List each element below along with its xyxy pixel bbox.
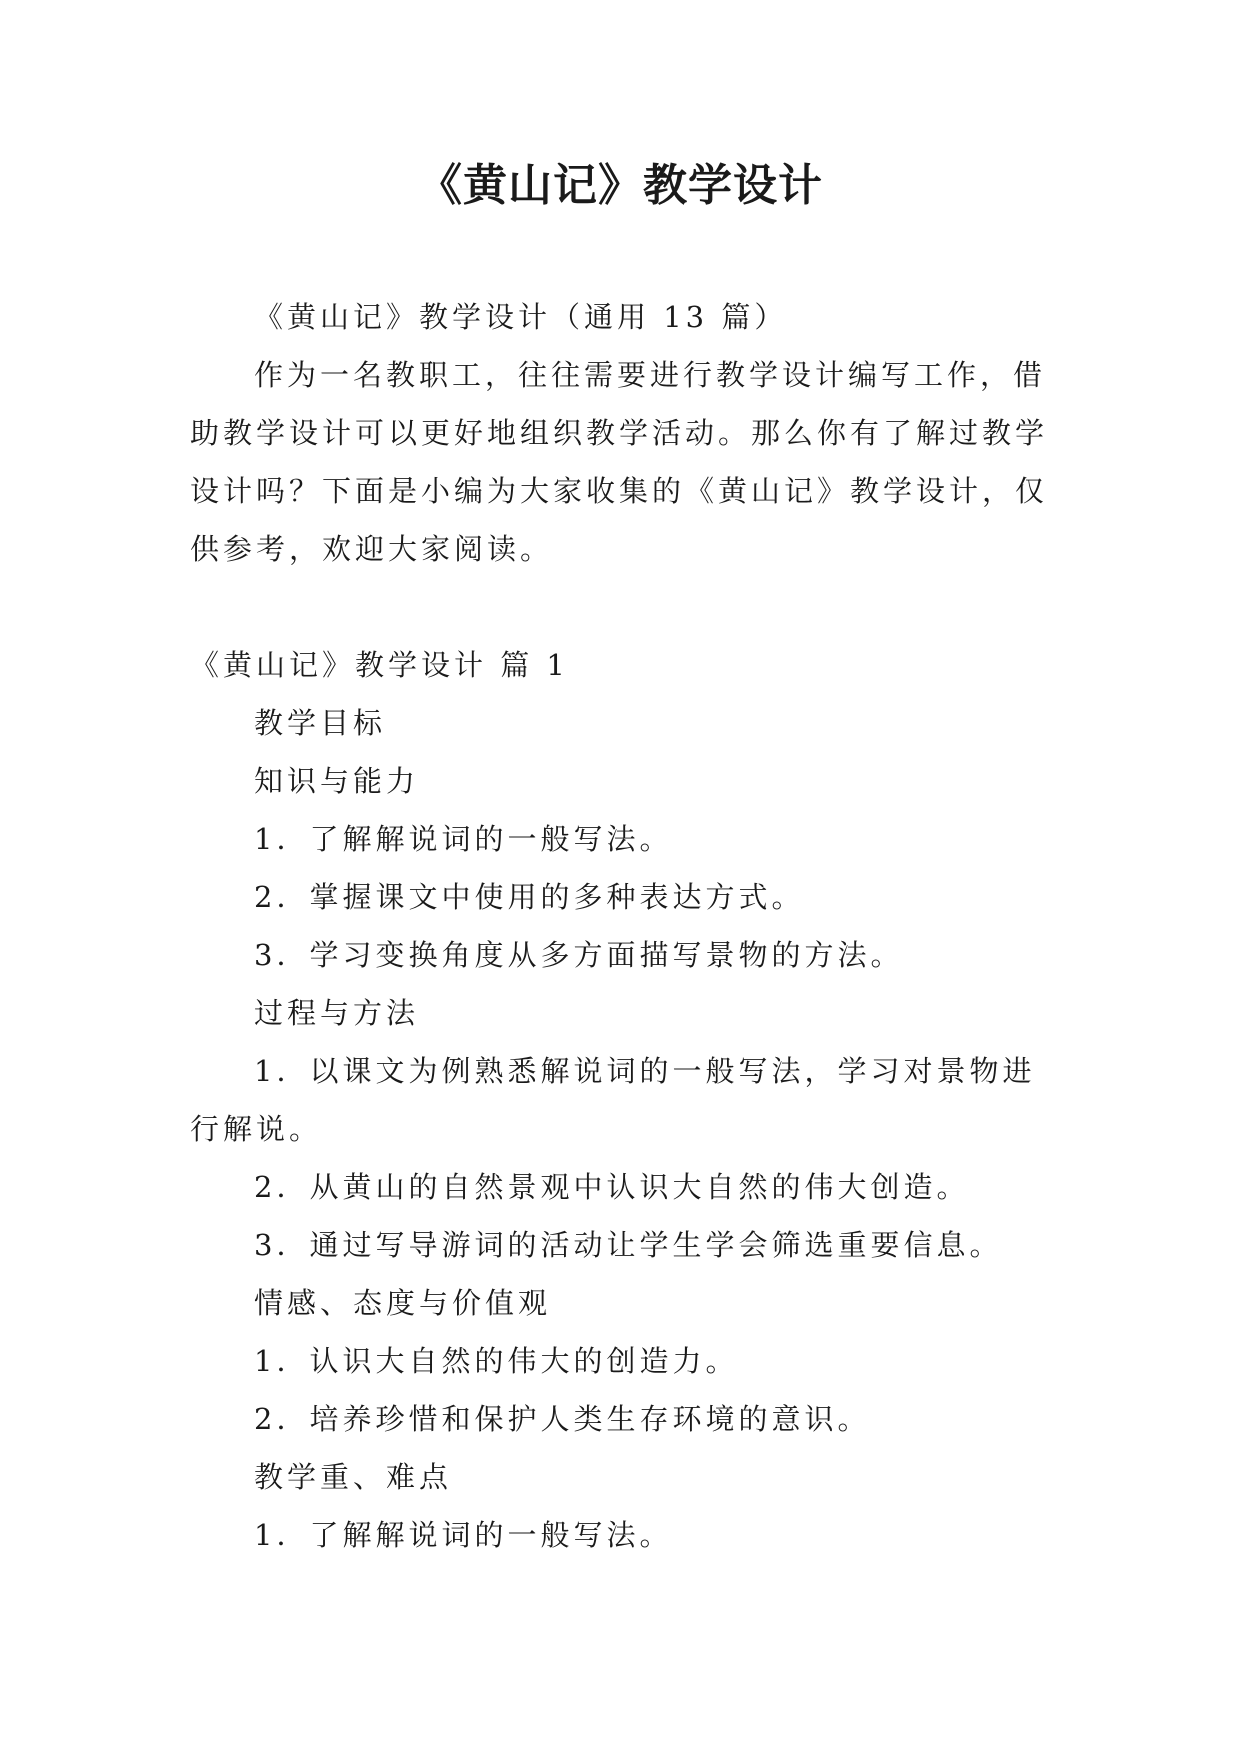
list-item: 2．培养珍惜和保护人类生存环境的意识。 <box>254 1402 871 1436</box>
list-item: 1．了解解说词的一般写法。 <box>254 822 673 856</box>
list-item: 1．了解解说词的一般写法。 <box>254 1518 673 1552</box>
intro-paragraph: 作为一名教职工，往往需要进行教学设计编写工作，借助教学设计可以更好地组织教学活动。那么你有了解过教学设计吗？下面是小编为大家收集的《黄山记》教学设计，仅供参考，欢迎大家阅读。 <box>190 358 1049 566</box>
heading-process-method: 过程与方法 <box>254 996 420 1030</box>
section-heading: 《黄山记》教学设计 篇 1 <box>190 648 569 682</box>
heading-emotion-values: 情感、态度与价值观 <box>254 1286 552 1320</box>
list-item: 3．学习变换角度从多方面描写景物的方法。 <box>254 938 904 972</box>
document-title: 《黄山记》教学设计 <box>418 160 823 211</box>
heading-knowledge-ability: 知识与能力 <box>254 764 420 798</box>
list-item: 2．从黄山的自然景观中认识大自然的伟大创造。 <box>254 1170 970 1204</box>
list-item: 1．认识大自然的伟大的创造力。 <box>254 1344 739 1378</box>
list-item: 3．通过写导游词的活动让学生学会筛选重要信息。 <box>254 1228 1003 1262</box>
document-subtitle: 《黄山记》教学设计（通用 13 篇） <box>254 300 788 334</box>
list-item: 2．掌握课文中使用的多种表达方式。 <box>254 880 805 914</box>
document-body <box>190 288 1060 1564</box>
heading-teaching-goals: 教学目标 <box>254 706 387 740</box>
list-item: 1．以课文为例熟悉解说词的一般写法，学习对景物进行解说。 <box>190 1054 1036 1146</box>
heading-key-difficult-points: 教学重、难点 <box>254 1460 453 1494</box>
